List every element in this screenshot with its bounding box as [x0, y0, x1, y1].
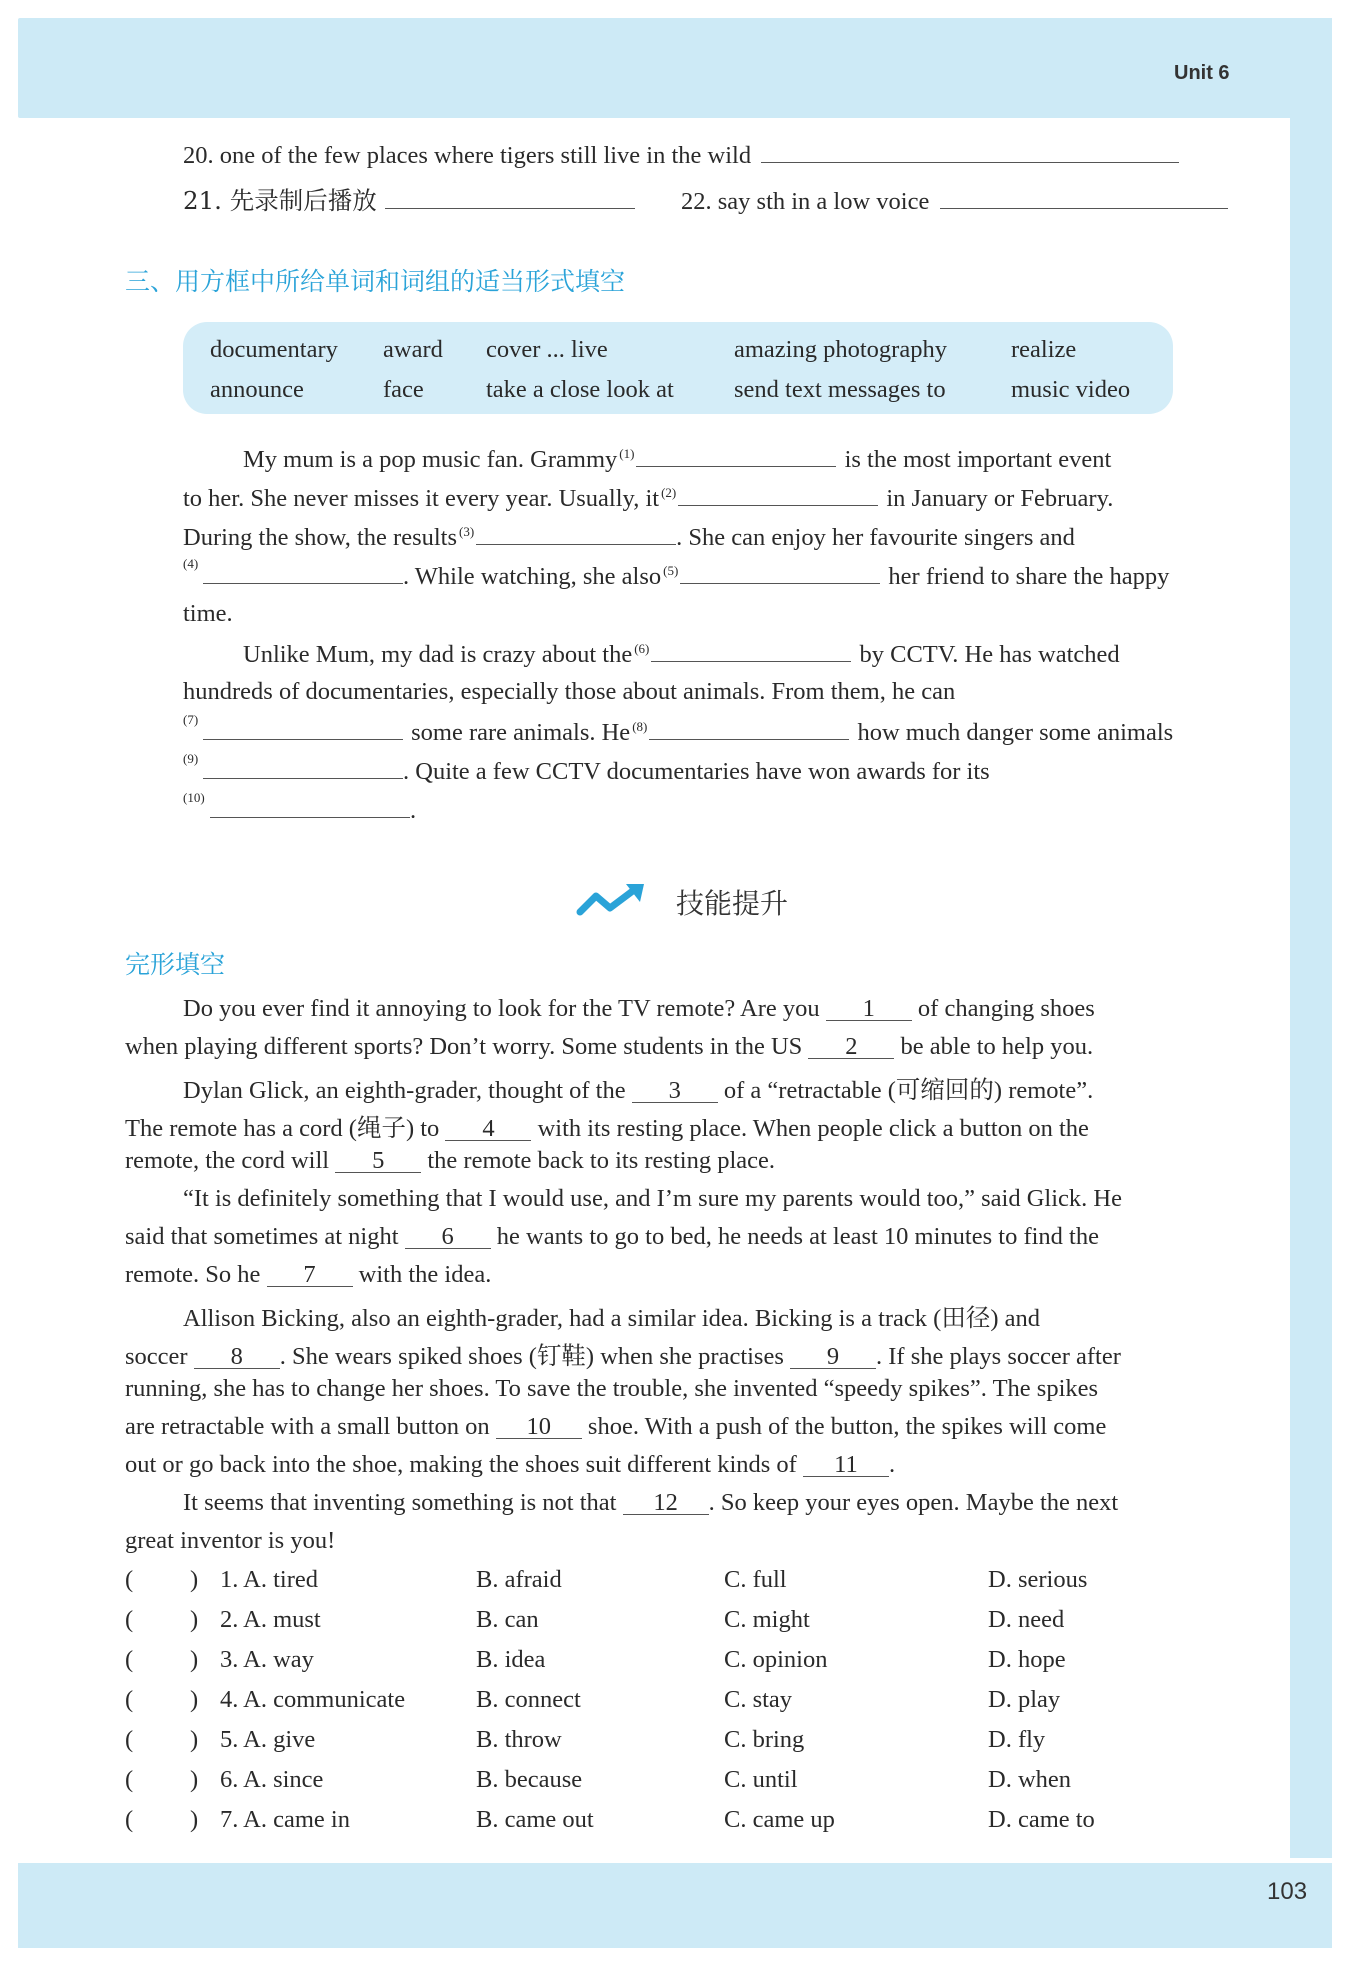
passage1-line-5: time.	[183, 600, 233, 627]
option-c: C. came up	[724, 1806, 835, 1833]
option-a: 1. A. tired	[220, 1566, 318, 1593]
cloze-line-9: Allison Bicking, also an eighth-grader, had a similar idea. Bicking is a track (田径) and	[183, 1305, 1040, 1332]
answer-paren-close[interactable]: )	[190, 1646, 199, 1673]
word-realize: realize	[1011, 336, 1077, 363]
answer-paren-close[interactable]: )	[190, 1686, 199, 1713]
cloze-blank-8[interactable]: 8	[194, 1346, 280, 1369]
text: by CCTV. He has watched	[859, 641, 1120, 668]
cloze-line-13	[125, 1451, 895, 1479]
text: remote, the cord will	[125, 1147, 330, 1174]
question-row-7	[0, 1806, 1350, 1842]
text: in January or February.	[886, 485, 1114, 512]
answer-blank-p4[interactable]	[203, 561, 403, 584]
answer-blank-p3[interactable]	[476, 522, 676, 545]
blank-number-2: (2)	[661, 484, 677, 500]
text: to her. She never misses it every year. Usually, it	[183, 485, 660, 512]
text: her friend to share the happy	[888, 563, 1170, 590]
word-announce: announce	[210, 376, 304, 403]
answer-paren-close[interactable]: )	[190, 1806, 199, 1833]
cloze-blank-2[interactable]: 2	[808, 1036, 894, 1059]
word-amazing-photography: amazing photography	[734, 336, 947, 363]
cloze-blank-11[interactable]: 11	[803, 1454, 889, 1477]
passage1-line-7: hundreds of documentaries, especially those about animals. From them, he can	[183, 678, 956, 705]
option-d: D. hope	[988, 1646, 1066, 1673]
text: some rare animals. He	[411, 719, 631, 746]
option-b: B. came out	[476, 1806, 594, 1833]
text: he wants to go to bed, he needs at least 10 minutes to find the	[496, 1223, 1099, 1250]
cloze-line-4	[125, 1109, 1089, 1144]
text: . She wears spiked shoes (钉鞋) when she practises	[279, 1343, 784, 1370]
word-take-close-look: take a close look at	[486, 376, 674, 403]
footer-band	[18, 1863, 1332, 1948]
option-d: D. fly	[988, 1726, 1046, 1753]
answer-blank-p7[interactable]	[203, 717, 403, 740]
passage1-line-1	[243, 444, 1111, 474]
text: with the idea.	[358, 1261, 492, 1288]
blank-number-3: (3)	[459, 523, 475, 539]
text: During the show, the results	[183, 524, 457, 551]
cloze-line-2	[125, 1033, 1093, 1061]
cloze-line-8	[125, 1261, 491, 1289]
option-d: D. need	[988, 1606, 1065, 1633]
word-send-text-messages: send text messages to	[734, 376, 946, 403]
option-a: 2. A. must	[220, 1606, 321, 1633]
text: My mum is a pop music fan. Grammy	[243, 446, 618, 473]
answer-blank-22[interactable]	[940, 186, 1228, 209]
option-d: D. when	[988, 1766, 1072, 1793]
cloze-blank-1[interactable]: 1	[826, 998, 912, 1021]
passage1-line-6	[243, 639, 1120, 669]
blank-number-10: (10)	[183, 790, 205, 805]
skills-title: 技能提升	[676, 887, 789, 920]
blank-number-5: (5)	[663, 562, 679, 578]
text: of a “retractable (可缩回的) remote”.	[723, 1077, 1094, 1104]
text: Dylan Glick, an eighth-grader, thought of the	[183, 1077, 626, 1104]
cloze-line-10	[125, 1337, 1121, 1372]
unit-label: Unit 6	[1174, 62, 1230, 84]
answer-paren-open[interactable]: (	[125, 1606, 134, 1633]
question-row-3	[0, 1646, 1350, 1682]
text: . While watching, she also	[403, 563, 662, 590]
option-c: C. might	[724, 1606, 810, 1633]
text: The remote has a cord (绳子) to	[125, 1115, 440, 1142]
option-c: C. opinion	[724, 1646, 828, 1673]
text: with its resting place. When people click a button on the	[537, 1115, 1089, 1142]
cloze-title: 完形填空	[125, 950, 226, 979]
cloze-blank-5[interactable]: 5	[335, 1150, 421, 1173]
option-b: B. afraid	[476, 1566, 562, 1593]
answer-paren-open[interactable]: (	[125, 1566, 134, 1593]
word-cover-live: cover ... live	[486, 336, 608, 363]
option-a: 5. A. give	[220, 1726, 316, 1753]
text: . She can enjoy her favourite singers and	[676, 524, 1075, 551]
answer-blank-p2[interactable]	[678, 483, 878, 506]
cloze-blank-12[interactable]: 12	[623, 1492, 709, 1515]
question-row-4	[0, 1686, 1350, 1722]
cloze-line-3	[183, 1071, 1093, 1106]
cloze-line-6: “It is definitely something that I would use, and I’m sure my parents would too,” said Glick. He	[183, 1185, 1122, 1212]
phrase-22-text: 22. say sth in a low voice	[681, 188, 930, 215]
option-a: 6. A. since	[220, 1766, 324, 1793]
section-3-title: 三、用方框中所给单词和词组的适当形式填空	[125, 267, 626, 296]
word-documentary: documentary	[210, 336, 338, 363]
text: . So keep your eyes open. Maybe the next	[708, 1489, 1119, 1516]
cloze-line-1	[183, 995, 1095, 1023]
blank-number-8: (8)	[632, 718, 648, 734]
text: be able to help you.	[900, 1033, 1094, 1060]
cloze-blank-3[interactable]: 3	[632, 1080, 718, 1103]
question-row-6	[0, 1766, 1350, 1802]
answer-paren-open[interactable]: (	[125, 1686, 134, 1713]
passage1-line-4	[203, 561, 1169, 591]
cloze-line-15: great inventor is you!	[125, 1527, 336, 1554]
answer-paren-open[interactable]: (	[125, 1806, 134, 1833]
answer-blank-p6[interactable]	[651, 639, 851, 662]
option-b: B. because	[476, 1766, 583, 1793]
text: Unlike Mum, my dad is crazy about the	[243, 641, 633, 668]
option-c: C. bring	[724, 1726, 805, 1753]
phrase-20-text: 20. one of the few places where tigers still live in the wild	[183, 142, 752, 169]
option-d: D. play	[988, 1686, 1061, 1713]
option-b: B. idea	[476, 1646, 546, 1673]
answer-paren-close[interactable]: )	[190, 1566, 199, 1593]
option-c: C. full	[724, 1566, 787, 1593]
cloze-line-7	[125, 1223, 1099, 1251]
cloze-line-12	[125, 1413, 1106, 1441]
blank-number-6: (6)	[634, 640, 650, 656]
text: shoe. With a push of the button, the spikes will come	[587, 1413, 1107, 1440]
answer-blank-20[interactable]	[761, 140, 1179, 163]
cloze-blank-6[interactable]: 6	[405, 1226, 491, 1249]
cloze-blank-9[interactable]: 9	[790, 1346, 876, 1369]
cloze-blank-7[interactable]: 7	[267, 1264, 353, 1287]
text: how much danger some animals	[857, 719, 1174, 746]
word-face: face	[383, 376, 424, 403]
blank-number-4: (4)	[183, 556, 199, 571]
cloze-blank-4[interactable]: 4	[445, 1118, 531, 1141]
passage1-line-9	[203, 756, 990, 786]
text: the remote back to its resting place.	[427, 1147, 776, 1174]
answer-blank-p8[interactable]	[649, 717, 849, 740]
phrase-item-22	[681, 186, 1228, 216]
word-award: award	[383, 336, 443, 363]
blank-number-7: (7)	[183, 712, 199, 727]
trend-arrow-icon	[576, 882, 660, 922]
option-a: 3. A. way	[220, 1646, 314, 1673]
answer-paren-close[interactable]: )	[190, 1606, 199, 1633]
text: said that sometimes at night	[125, 1223, 399, 1250]
answer-blank-p5[interactable]	[680, 561, 880, 584]
answer-paren-open[interactable]: (	[125, 1726, 134, 1753]
option-c: C. until	[724, 1766, 798, 1793]
answer-blank-p1[interactable]	[636, 444, 836, 467]
text: of changing shoes	[917, 995, 1095, 1022]
cloze-line-11: running, she has to change her shoes. To save the trouble, she invented “speedy spikes”. The spikes	[125, 1375, 1099, 1402]
answer-paren-close[interactable]: )	[190, 1726, 199, 1753]
answer-blank-21[interactable]	[385, 186, 635, 209]
option-b: B. throw	[476, 1726, 562, 1753]
passage1-line-10	[210, 795, 416, 825]
text: . Quite a few CCTV documentaries have won awards for its	[403, 758, 990, 785]
option-d: D. came to	[988, 1806, 1095, 1833]
text: .	[410, 797, 417, 824]
text: Do you ever find it annoying to look for the TV remote? Are you	[183, 995, 820, 1022]
page-number: 103	[1267, 1878, 1308, 1905]
cloze-blank-10[interactable]: 10	[496, 1416, 582, 1439]
option-d: D. serious	[988, 1566, 1088, 1593]
option-a: 7. A. came in	[220, 1806, 350, 1833]
passage1-line-2	[183, 483, 1113, 513]
cloze-line-14	[183, 1489, 1118, 1517]
option-c: C. stay	[724, 1686, 793, 1713]
question-row-5	[0, 1726, 1350, 1762]
blank-number-1: (1)	[619, 445, 635, 461]
phrase-item-21	[183, 186, 635, 216]
phrase-item-20	[183, 140, 1179, 170]
text: It seems that inventing something is not that	[183, 1489, 617, 1516]
answer-paren-close[interactable]: )	[190, 1766, 199, 1793]
text: is the most important event	[844, 446, 1112, 473]
text: . If she plays soccer after	[876, 1343, 1121, 1370]
text: .	[888, 1451, 896, 1478]
answer-paren-open[interactable]: (	[125, 1646, 134, 1673]
answer-blank-p9[interactable]	[203, 756, 403, 779]
text: when playing different sports? Don’t worry. Some students in the US	[125, 1033, 803, 1060]
option-a: 4. A. communicate	[220, 1686, 406, 1713]
word-music-video: music video	[1011, 376, 1131, 403]
answer-paren-open[interactable]: (	[125, 1766, 134, 1793]
option-b: B. can	[476, 1606, 539, 1633]
passage1-line-8	[203, 717, 1173, 747]
question-row-1	[0, 1566, 1350, 1602]
question-row-2	[0, 1606, 1350, 1642]
cloze-line-5	[125, 1147, 775, 1175]
answer-blank-p10[interactable]	[210, 795, 410, 818]
text: remote. So he	[125, 1261, 261, 1288]
option-b: B. connect	[476, 1686, 581, 1713]
blank-number-9: (9)	[183, 751, 199, 766]
text: are retractable with a small button on	[125, 1413, 490, 1440]
text: out or go back into the shoe, making the shoes suit different kinds of	[125, 1451, 797, 1478]
phrase-21-text: 21. 先录制后播放	[183, 186, 377, 215]
text: soccer	[125, 1343, 188, 1370]
header-band	[18, 18, 1332, 118]
passage1-line-3	[183, 522, 1075, 552]
